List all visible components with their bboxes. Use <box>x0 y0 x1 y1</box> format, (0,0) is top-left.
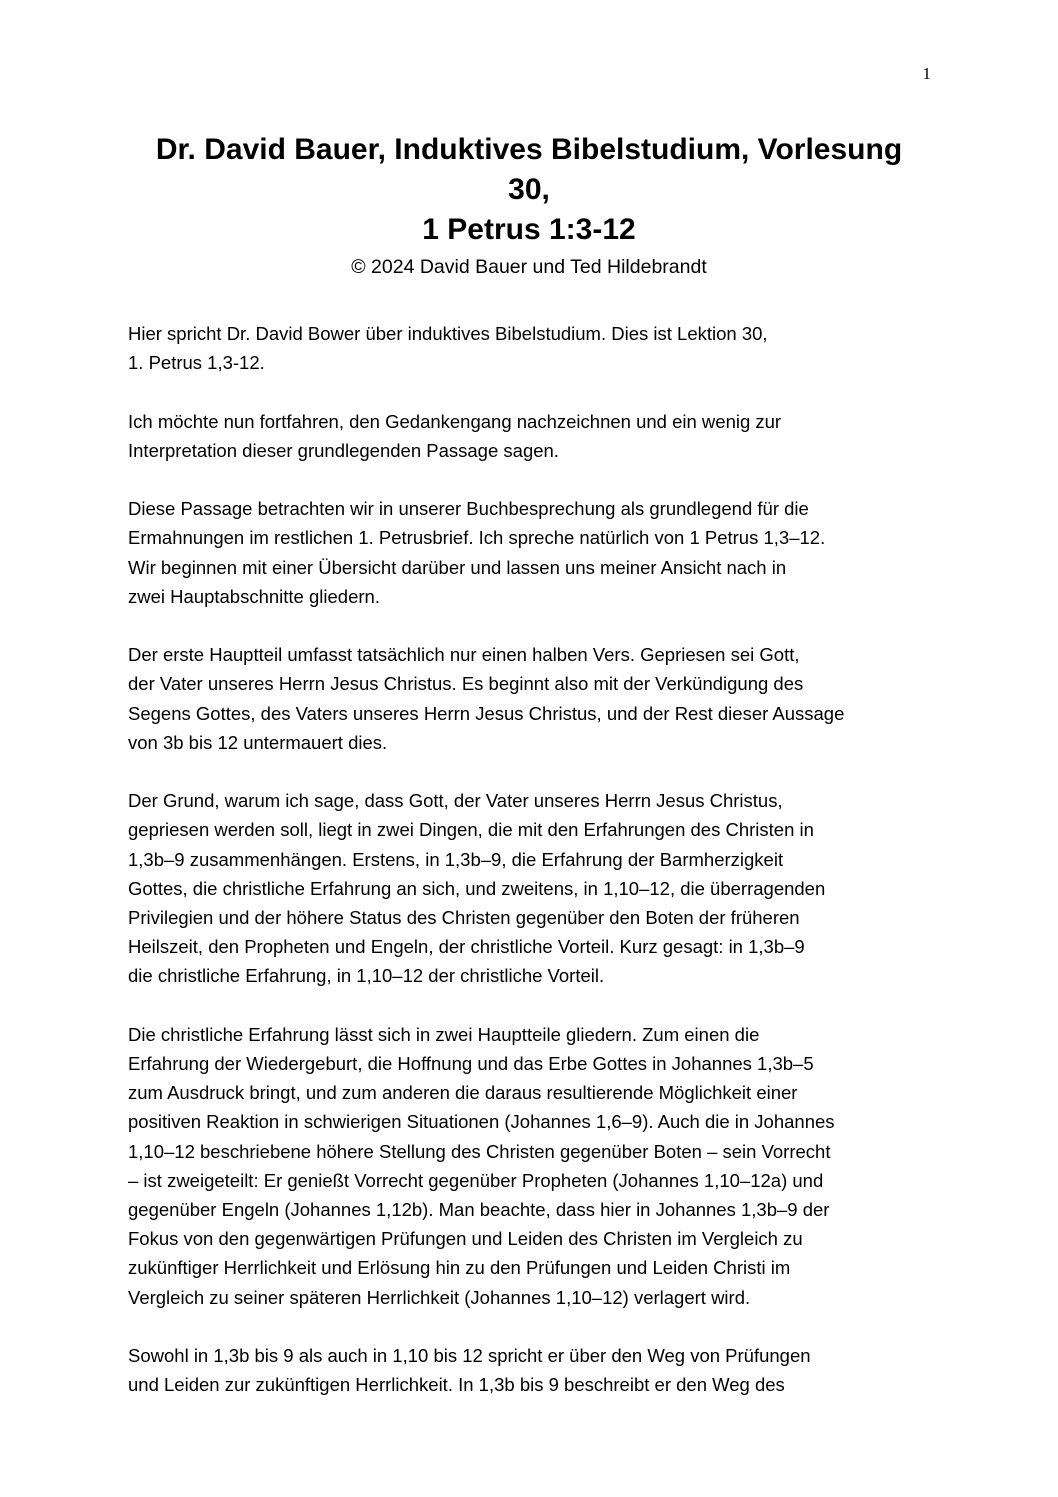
text-line: Erfahrung der Wiedergeburt, die Hoffnung und das Erbe Gottes in Johannes 1,3b–5 <box>128 1053 814 1074</box>
text-line: Privilegien und der höhere Status des Christen gegenüber den Boten der früheren <box>128 907 800 928</box>
text-line: Segens Gottes, des Vaters unseres Herrn Jesus Christus, und der Rest dieser Aussage <box>128 702 845 724</box>
paragraph-3 <box>128 494 933 611</box>
text-line: 1,10–12 beschriebene höhere Stellung des Christen gegenüber Boten – sein Vorrecht <box>128 1140 831 1162</box>
copyright-notice: © 2024 David Bauer und Ted Hildebrandt <box>351 256 707 278</box>
text-line: Interpretation dieser grundlegenden Passage sagen. <box>128 439 559 461</box>
text-line: 1. Petrus 1,3-12. <box>128 352 265 374</box>
title-line-1: Dr. David Bauer, Induktives Bibelstudium, Vorlesung <box>155 133 903 166</box>
text-line: Wir beginnen mit einer Übersicht darüber und lassen uns meiner Ansicht nach in <box>128 556 787 578</box>
text-line: Ich möchte nun fortfahren, den Gedankengang nachzeichnen und ein wenig zur <box>128 410 782 432</box>
text-line: gepriesen werden soll, liegt in zwei Dingen, die mit den Erfahrungen des Christen in <box>128 819 814 841</box>
text-line: gegenüber Engeln (Johannes 1,12b). Man beachte, dass hier in Johannes 1,3b–9 der <box>128 1199 830 1221</box>
text-line: Ermahnungen im restlichen 1. Petrusbrief. Ich spreche natürlich von 1 Petrus 1,3–12. <box>128 527 826 549</box>
text-line: zukünftiger Herrlichkeit und Erlösung hin zu den Prüfungen und Leiden Christi im <box>128 1257 791 1279</box>
paragraph-4 <box>128 640 933 757</box>
document-title <box>128 130 930 250</box>
text-line: Der Grund, warum ich sage, dass Gott, der Vater unseres Herrn Jesus Christus, <box>128 790 783 812</box>
title-line-2: 30, <box>508 173 550 206</box>
title-block <box>128 130 930 280</box>
text-line: Hier spricht Dr. David Bower über induktives Bibelstudium. Dies ist Lektion 30, <box>128 323 768 344</box>
text-line: die christliche Erfahrung, in 1,10–12 der christliche Vorteil. <box>128 965 605 987</box>
text-line: Die christliche Erfahrung lässt sich in zwei Hauptteile gliedern. Zum einen die <box>128 1023 760 1045</box>
text-line: positiven Reaktion in schwierigen Situationen (Johannes 1,6–9). Auch die in Johannes <box>128 1111 835 1133</box>
text-line: Fokus von den gegenwärtigen Prüfungen und Leiden des Christen im Vergleich zu <box>128 1228 803 1250</box>
text-line: der Vater unseres Herrn Jesus Christus. Es beginnt also mit der Verkündigung des <box>128 673 804 695</box>
text-line: Der erste Hauptteil umfasst tatsächlich nur einen halben Vers. Gepriesen sei Gott, <box>128 644 800 666</box>
text-line: Diese Passage betrachten wir in unserer Buchbesprechung als grundlegend für die <box>128 498 809 520</box>
text-line: Vergleich zu seiner späteren Herrlichkeit (Johannes 1,10–12) verlagert wird. <box>128 1286 751 1308</box>
text-line: und Leiden zur zukünftigen Herrlichkeit. In 1,3b bis 9 beschreibt er den Weg des <box>128 1374 785 1396</box>
text-line: – ist zweigeteilt: Er genießt Vorrecht gegenüber Propheten (Johannes 1,10–12a) und <box>128 1169 824 1191</box>
paragraph-2 <box>128 407 933 465</box>
text-line: Gottes, die christliche Erfahrung an sich, und zweitens, in 1,10–12, die überragenden <box>128 877 826 899</box>
text-line: Heilszeit, den Propheten und Engeln, der christliche Vorteil. Kurz gesagt: in 1,3b–9 <box>128 936 805 958</box>
paragraph-1 <box>128 319 933 377</box>
page-number: 1 <box>922 64 931 83</box>
title-line-3: 1 Petrus 1:3-12 <box>422 213 636 246</box>
text-line: 1,3b–9 zusammenhängen. Erstens, in 1,3b–9, die Erfahrung der Barmherzigkeit <box>128 848 784 870</box>
body-text <box>128 319 933 1429</box>
text-line: Sowohl in 1,3b bis 9 als auch in 1,10 bis 12 spricht er über den Weg von Prüfungen <box>128 1345 811 1367</box>
text-line: zum Ausdruck bringt, und zum anderen die daraus resultierende Möglichkeit einer <box>128 1082 798 1104</box>
paragraph-6 <box>128 1020 933 1312</box>
text-line: von 3b bis 12 untermauert dies. <box>128 731 388 753</box>
paragraph-7 <box>128 1341 933 1399</box>
text-line: zwei Hauptabschnitte gliedern. <box>128 585 380 607</box>
paragraph-5 <box>128 786 933 990</box>
